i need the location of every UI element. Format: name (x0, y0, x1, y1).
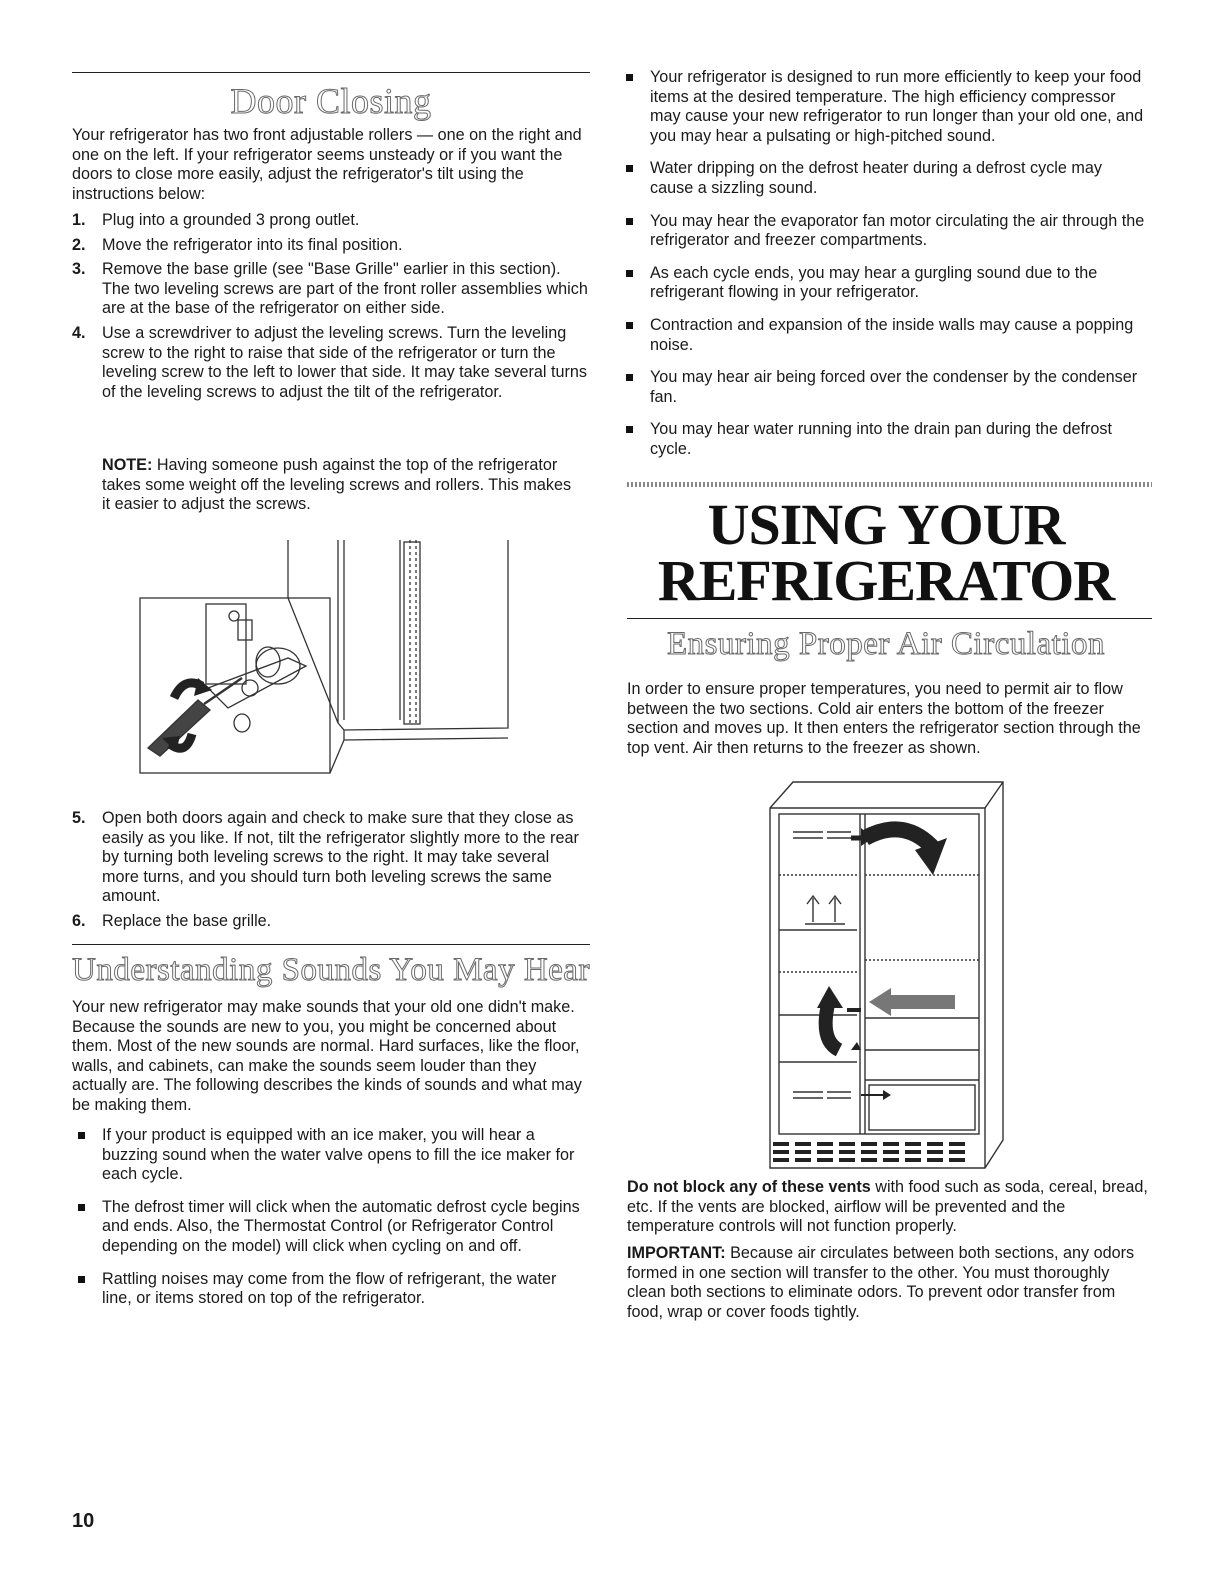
bullet-icon (78, 1276, 85, 1283)
list-item: 5. Open both doors again and check to make sure that they close as easily as you like. If not, tilt the refrigerator slightly more to the rear by turning both leveling screws to the right. It may take several more turns, and you should turn both leveling screws the same amount. (72, 809, 579, 906)
section-divider (627, 482, 1152, 487)
vents-warning: Do not block any of these vents with food such as soda, cereal, bread, etc. If the vents are blocked, airflow will be prevented and the temperature controls will not function properly. (627, 1178, 1148, 1236)
list-item: 4. Use a screwdriver to adjust the leveling screws. Turn the leveling screw to the right to raise that side of the refrigerator or turn the leveling screw to the left to lower that side. It may take several turns of the leveling screws to adjust the tilt of the refrigerator. (72, 323, 587, 401)
air-top-rule (627, 618, 1152, 619)
sounds-top-rule (72, 944, 590, 945)
door-closing-steps-after (72, 809, 590, 937)
list-item: 3. Remove the base grille (see "Base Grille" earlier in this section). The two leveling screws are part of the front roller assemblies which are at the base of the refrigerator on either side. (72, 260, 588, 318)
door-closing-note: NOTE: Having someone push against the top of the refrigerator takes some weight off the leveling screws and rollers. This makes it easier to adjust the screws. (102, 456, 572, 514)
bullet-icon (626, 218, 633, 225)
bullet-icon (626, 426, 633, 433)
list-item: 6. Replace the base grille. (72, 911, 272, 930)
list-item: The defrost timer will click when the automatic defrost cycle begins and ends. Also, the Thermostat Control (or Refrigerator Control depending on the model) will click when cycling on and off. (72, 1198, 590, 1257)
air-intro: In order to ensure proper temperatures, you need to permit air to flow between the two sections. Cold air enters the bottom of the freezer section and moves up. It then enters the refrigerator section through the top vent. Air then returns to the freezer as shown. (627, 680, 1141, 757)
list-item: You may hear water running into the drain pan during the defrost cycle. (620, 420, 1145, 459)
bullet-icon (78, 1204, 85, 1211)
important-note: IMPORTANT: Because air circulates between both sections, any odors formed in one section will transfer to the other. You must thoroughly clean both sections to eliminate odors. To prevent odor transfer from food, wrap or cover foods tightly. (627, 1244, 1135, 1321)
sounds-list-right (620, 68, 1145, 465)
bullet-icon (626, 165, 633, 172)
list-item: You may hear the evaporator fan motor circulating the air through the refrigerator and freezer compartments. (620, 212, 1145, 251)
page-number: 10 (72, 1510, 95, 1532)
door-closing-intro: Your refrigerator has two front adjustable rollers — one on the right and one on the left. If your refrigerator seems unsteady or if you want the doors to close more easily, adjust the refrigerator's tilt using the instructions below: (72, 126, 582, 203)
door-closing-top-rule (72, 72, 590, 73)
bullet-icon (626, 270, 633, 277)
list-item: As each cycle ends, you may hear a gurgling sound due to the refrigerant flowing in your refrigerator. (620, 264, 1145, 303)
list-item: Water dripping on the defrost heater during a defrost cycle may cause a sizzling sound. (620, 159, 1145, 198)
list-item: If your product is equipped with an ice maker, you will hear a buzzing sound when the water valve opens to fill the ice maker for each cycle. (72, 1126, 590, 1185)
list-item: 1. Plug into a grounded 3 prong outlet. (72, 211, 360, 229)
door-closing-steps (72, 211, 590, 407)
bullet-icon (626, 74, 633, 81)
leveling-screw-illustration (138, 538, 524, 778)
list-item: Rattling noises may come from the flow of refrigerant, the water line, or items stored on top of the refrigerator. (72, 1270, 590, 1309)
section-title: USING YOUR REFRIGERATOR (657, 492, 1115, 613)
list-item: 2. Move the refrigerator into its final position. (72, 235, 403, 254)
sounds-heading: Understanding Sounds You May Hear (72, 952, 590, 988)
bullet-icon (626, 374, 633, 381)
sounds-intro: Your new refrigerator may make sounds that your old one didn't make. Because the sounds are new to you, you might be concerned about them. Most of the new sounds are normal. Hard surfaces, like the floor, walls, and cabinets, can make the sounds seem louder than they actually are. The following describes the kinds of sounds and what may be making them. (72, 998, 582, 1114)
door-closing-heading: Door Closing (230, 81, 432, 121)
air-heading: Ensuring Proper Air Circulation (666, 626, 1106, 662)
air-circulation-diagram (765, 780, 1010, 1175)
bullet-icon (626, 322, 633, 329)
bullet-icon (78, 1132, 85, 1139)
list-item: You may hear air being forced over the condenser by the condenser fan. (620, 368, 1145, 407)
list-item: Contraction and expansion of the inside walls may cause a popping noise. (620, 316, 1145, 355)
list-item: Your refrigerator is designed to run more efficiently to keep your food items at the desired temperature. The high efficiency compressor may cause your new refrigerator to run longer than your old one, and you may hear a pulsating or high-pitched sound. (620, 68, 1145, 146)
sounds-list-left (72, 1126, 590, 1314)
